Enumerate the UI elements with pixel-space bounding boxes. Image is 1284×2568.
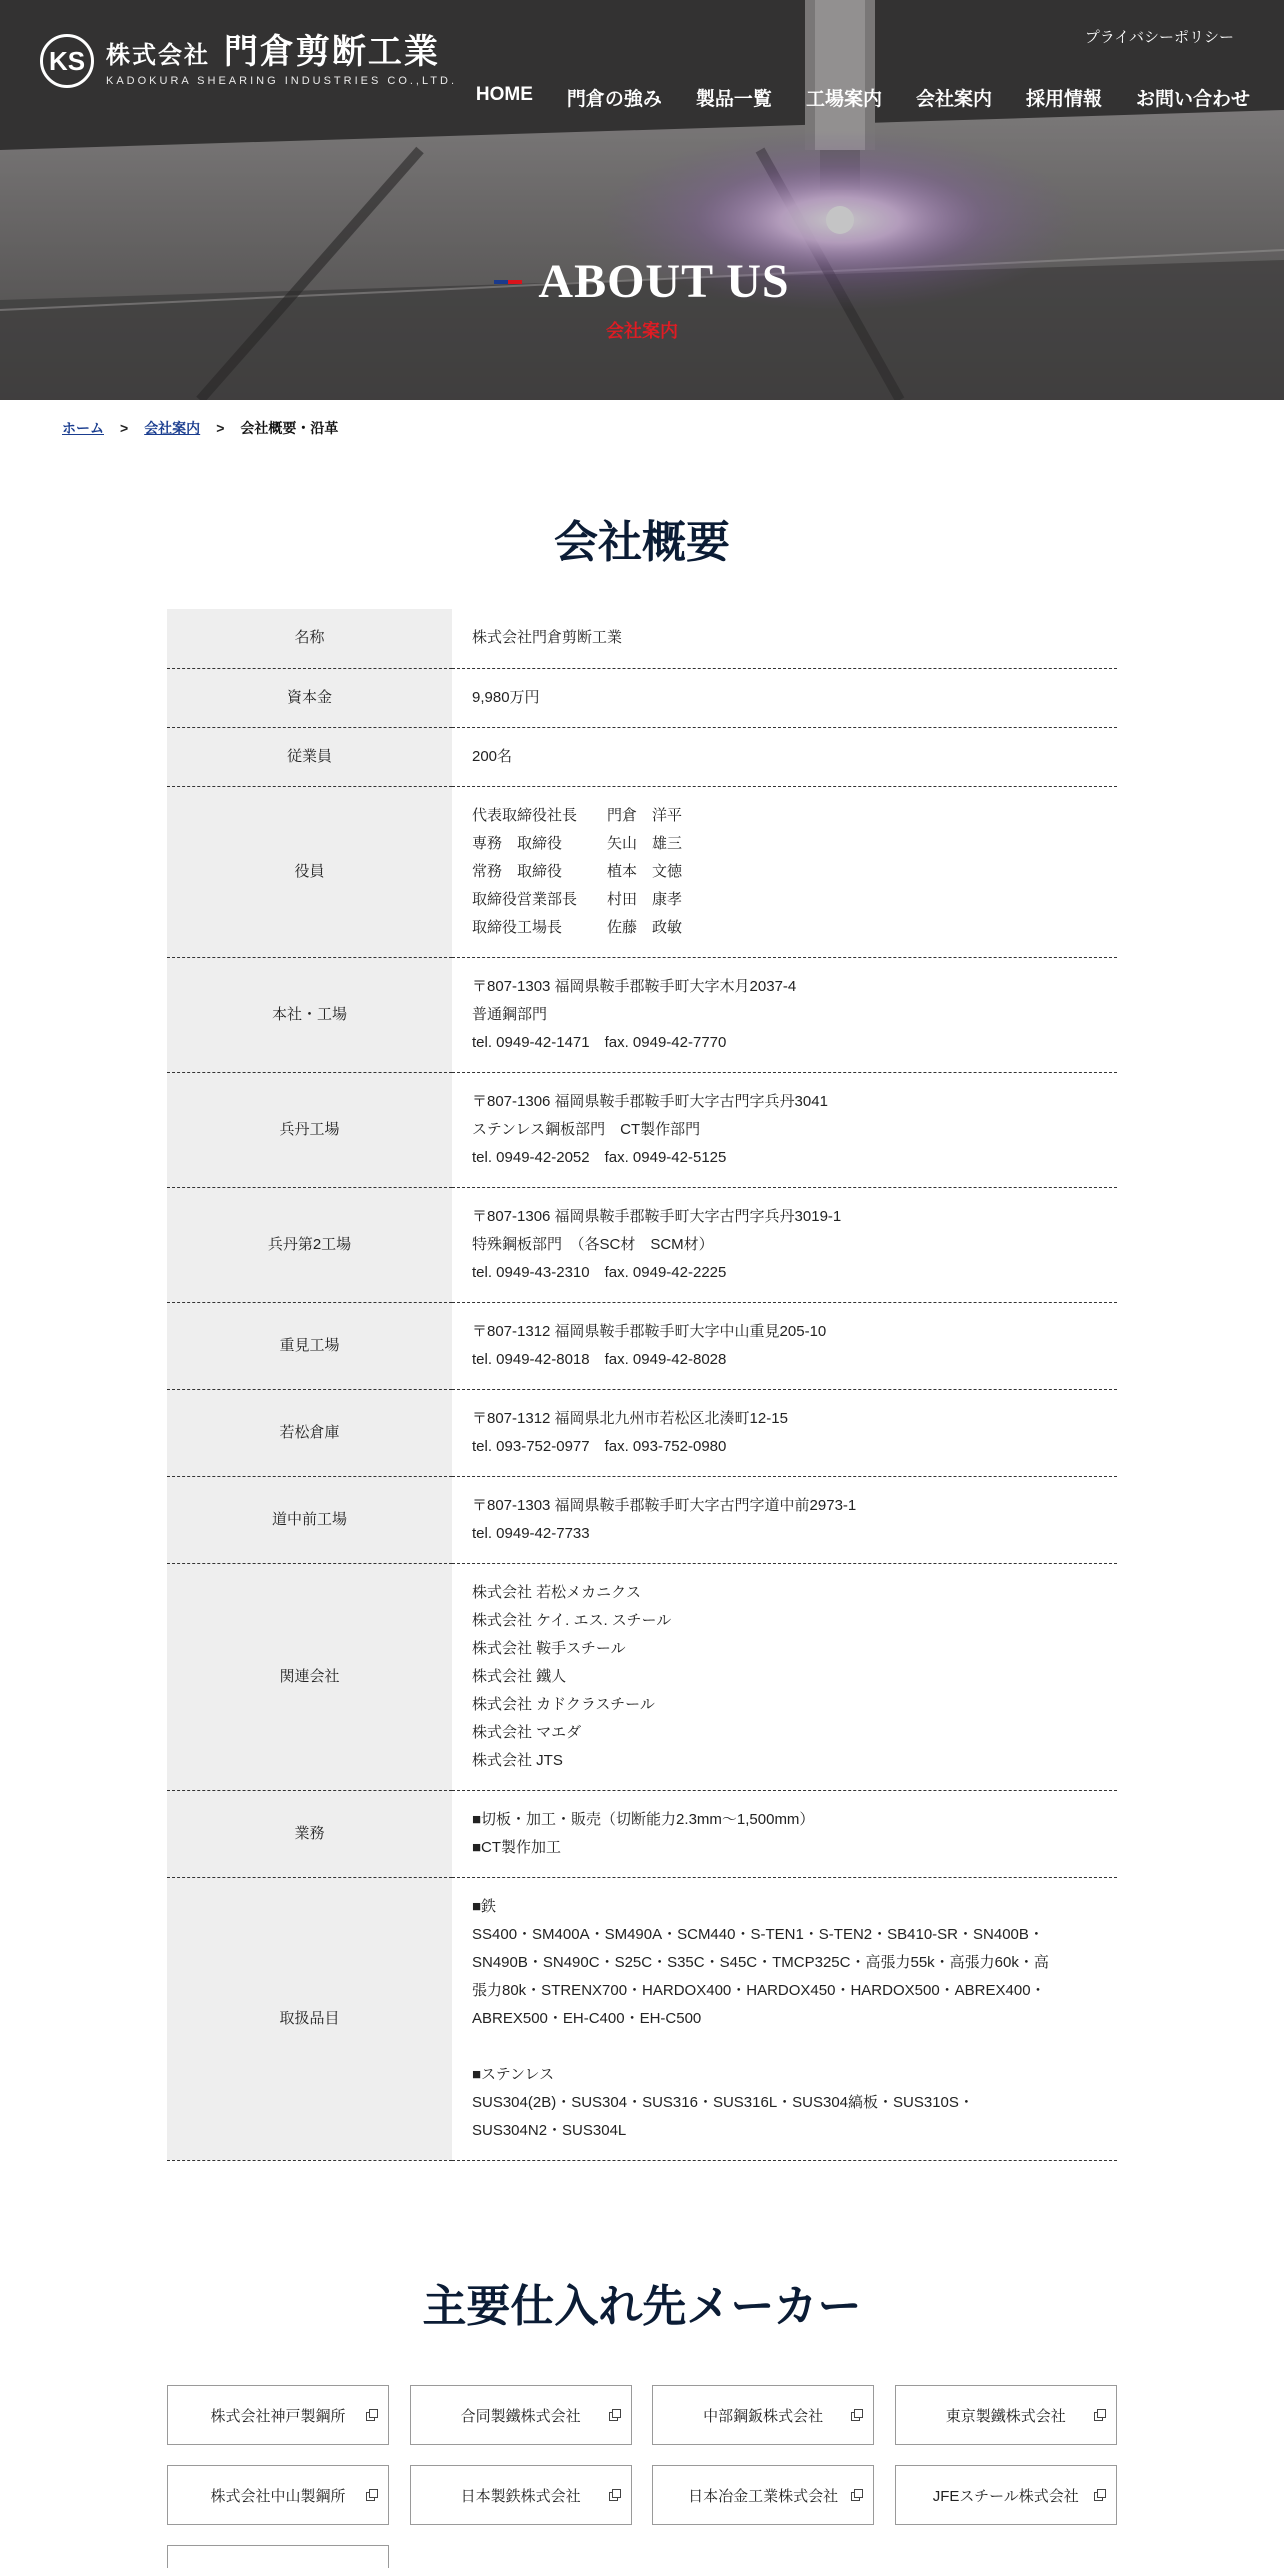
row-label: 資本金 (167, 668, 452, 727)
value-line: 〒807-1303 福岡県鞍手郡鞍手町大字古門字道中前2973-1 (472, 1496, 857, 1514)
value-line: ■CT製作加工 (472, 1838, 562, 1856)
row-label: 取扱品目 (167, 1877, 452, 2160)
breadcrumb-sep: > (120, 420, 129, 436)
value-line: 〒807-1303 福岡県鞍手郡鞍手町大字木月2037-4 (472, 977, 797, 995)
table-row (167, 1389, 1117, 1476)
nav-strength[interactable]: 門倉の強み (566, 89, 662, 110)
maker-name: 合同製鐵株式会社 (460, 2407, 581, 2425)
maker-link[interactable] (410, 2385, 632, 2445)
row-value (452, 786, 1117, 957)
value-line: 〒807-1312 福岡県北九州市若松区北湊町12-15 (472, 1409, 788, 1427)
value-line: ■ステンレス (472, 2065, 555, 2083)
external-link-icon (609, 2489, 621, 2501)
value-line: SUS304(2B)・SUS304・SUS316・SUS316L・SUS304縞板・SUS310S・ (472, 2093, 974, 2111)
company-logo[interactable] (40, 34, 457, 88)
nav-home[interactable]: HOME (475, 84, 533, 105)
maker-link[interactable] (652, 2465, 874, 2525)
table-row (167, 668, 1117, 727)
external-link-icon (609, 2409, 621, 2421)
maker-link[interactable] (895, 2385, 1117, 2445)
table-row (167, 1476, 1117, 1563)
maker-link[interactable] (167, 2465, 389, 2525)
privacy-policy-link[interactable]: プライバシーポリシー (1084, 29, 1234, 46)
value-line: tel. 0949-42-2052 fax. 0949-42-5125 (472, 1148, 727, 1166)
makers-title: 主要仕入れ先メーカー (422, 2281, 862, 2332)
table-row (167, 1790, 1117, 1877)
maker-link[interactable] (410, 2465, 632, 2525)
value-line: 普通鋼部門 (472, 1005, 548, 1023)
hero-banner (0, 0, 1284, 400)
row-value (452, 1072, 1117, 1187)
nav-contact[interactable]: お問い合わせ (1135, 89, 1250, 110)
row-label: 名称 (167, 609, 452, 668)
value-line: 〒807-1306 福岡県鞍手郡鞍手町大字古門字兵丹3019-1 (472, 1207, 842, 1225)
external-link-icon (851, 2489, 863, 2501)
table-row (167, 1072, 1117, 1187)
value-line: 張力80k・STRENX700・HARDOX400・HARDOX450・HARDOX500・ABREX400・ (472, 1981, 1046, 1999)
nav-company[interactable]: 会社案内 (915, 89, 992, 110)
breadcrumb-sep: > (216, 420, 225, 436)
row-value (452, 609, 1117, 668)
row-value (452, 1877, 1117, 2160)
row-value (452, 668, 1117, 727)
maker-link[interactable] (167, 2545, 389, 2568)
maker-link[interactable] (652, 2385, 874, 2445)
value-line: 代表取締役社長 門倉 洋平 (472, 806, 683, 824)
breadcrumb-company[interactable]: 会社案内 (144, 420, 201, 436)
row-value (452, 1187, 1117, 1302)
makers-grid (167, 2385, 1117, 2568)
logo-name: 株式会社 門倉剪断工業 (106, 32, 440, 72)
row-value (452, 1389, 1117, 1476)
value-line: 専務 取締役 矢山 雄三 (472, 834, 683, 852)
table-row (167, 1877, 1117, 2160)
value-line: 常務 取締役 植本 文徳 (472, 862, 683, 880)
table-row (167, 957, 1117, 1072)
maker-name: 日本冶金工業株式会社 (688, 2487, 839, 2505)
value-line: tel. 0949-42-8018 fax. 0949-42-8028 (472, 1350, 727, 1368)
logo-en: KADOKURA SHEARING INDUSTRIES CO.,LTD. (106, 75, 458, 87)
breadcrumb (62, 418, 338, 438)
value-line: 〒807-1312 福岡県鞍手郡鞍手町大字中山重見205-10 (472, 1322, 827, 1340)
value-line: 株式会社 若松メカニクス (472, 1583, 642, 1601)
logo-text (106, 32, 458, 87)
maker-name: 中部鋼鈑株式会社 (703, 2407, 824, 2425)
external-link-icon (366, 2489, 378, 2501)
hero-subtitle: 会社案内 (606, 321, 678, 342)
value-line: 株式会社 JTS (472, 1751, 563, 1769)
table-row (167, 786, 1117, 957)
row-label: 本社・工場 (167, 957, 452, 1072)
value-line: ABREX500・EH-C400・EH-C500 (472, 2009, 702, 2027)
row-label: 道中前工場 (167, 1476, 452, 1563)
value-line: tel. 093-752-0977 fax. 093-752-0980 (472, 1437, 727, 1455)
maker-name: 日本製鉄株式会社 (460, 2487, 581, 2505)
logo-mark-icon: KS (40, 34, 94, 88)
table-row (167, 1187, 1117, 1302)
breadcrumb-home[interactable]: ホーム (62, 420, 104, 436)
nav-recruit[interactable]: 採用情報 (1025, 89, 1102, 110)
value-line: 株式会社 マエダ (472, 1723, 582, 1741)
table-row (167, 727, 1117, 786)
row-value (452, 1476, 1117, 1563)
maker-name: 株式会社神戸製鋼所 (210, 2407, 346, 2425)
value-line: ステンレス鋼板部門 CT製作部門 (472, 1120, 701, 1138)
value-line: 株式会社 カドクラスチール (472, 1695, 655, 1713)
external-link-icon (851, 2409, 863, 2421)
maker-link[interactable] (895, 2465, 1117, 2525)
value-line (472, 2033, 1097, 2061)
row-label: 役員 (167, 786, 452, 957)
value-line: tel. 0949-42-7733 (472, 1524, 590, 1542)
maker-link[interactable] (167, 2385, 389, 2445)
company-overview-table (167, 609, 1117, 2161)
nav-products[interactable]: 製品一覧 (695, 89, 772, 110)
row-value (452, 1790, 1117, 1877)
value-line: 取締役営業部長 村田 康孝 (472, 890, 683, 908)
row-value (452, 1302, 1117, 1389)
value-line: 取締役工場長 佐藤 政敏 (472, 918, 683, 936)
table-row (167, 1302, 1117, 1389)
value-line: tel. 0949-43-2310 fax. 0949-42-2225 (472, 1263, 727, 1281)
value-line: 株式会社 ケイ. エス. スチール (472, 1611, 672, 1629)
row-label: 業務 (167, 1790, 452, 1877)
row-label: 重見工場 (167, 1302, 452, 1389)
breadcrumb-current: 会社概要・沿革 (240, 420, 339, 436)
external-link-icon (1094, 2409, 1106, 2421)
row-label: 関連会社 (167, 1563, 452, 1790)
maker-name: JFEスチール株式会社 (932, 2487, 1079, 2505)
hero-title: ABOUT US (494, 254, 789, 309)
value-line: tel. 0949-42-1471 fax. 0949-42-7770 (472, 1033, 727, 1051)
table-row (167, 609, 1117, 668)
value-line: SN490B・SN490C・S25C・S35C・S45C・TMCP325C・高張力55k・高張力60k・高 (472, 1953, 1049, 1971)
row-label: 兵丹工場 (167, 1072, 452, 1187)
main-nav (476, 84, 1250, 111)
title-dash-icon (494, 280, 522, 284)
nav-factory[interactable]: 工場案内 (805, 89, 882, 110)
maker-name: 東京製鐵株式会社 (945, 2407, 1066, 2425)
external-link-icon (1094, 2489, 1106, 2501)
value-line: 株式会社 鞍手スチール (472, 1639, 626, 1657)
value-line: 200名 (472, 747, 513, 765)
value-line: ■切板・加工・販売（切断能力2.3mm～1,500mm） (472, 1810, 815, 1828)
value-line: 株式会社門倉剪断工業 (472, 629, 623, 647)
value-line: ■鉄 (472, 1897, 497, 1915)
row-value (452, 957, 1117, 1072)
overview-title: 会社概要 (554, 517, 730, 568)
value-line: 9,980万円 (472, 688, 540, 706)
value-line: SUS304N2・SUS304L (472, 2121, 627, 2139)
row-value (452, 727, 1117, 786)
external-link-icon (366, 2409, 378, 2421)
value-line: 株式会社 鐵人 (472, 1667, 567, 1685)
row-label: 従業員 (167, 727, 452, 786)
hero-title-block (0, 254, 1284, 343)
value-line: 特殊鋼板部門 （各SC材 SCM材） (472, 1235, 714, 1253)
row-label: 兵丹第2工場 (167, 1187, 452, 1302)
row-label: 若松倉庫 (167, 1389, 452, 1476)
value-line: SS400・SM400A・SM490A・SCM440・S-TEN1・S-TEN2・SB410-SR・SN400B・ (472, 1925, 1044, 1943)
value-line: 〒807-1306 福岡県鞍手郡鞍手町大字古門字兵丹3041 (472, 1092, 828, 1110)
maker-name: 株式会社中山製鋼所 (210, 2487, 346, 2505)
row-value (452, 1563, 1117, 1790)
table-row (167, 1563, 1117, 1790)
